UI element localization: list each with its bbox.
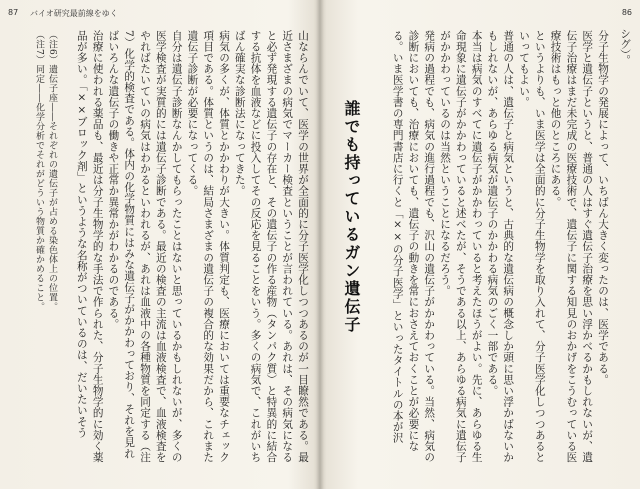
section-title: 誰でも持っているガン遺伝子 bbox=[342, 100, 361, 334]
right-body-text: 分子生物学の発展によって、いちばん大きく変ったのは、医学である。 医学と遺伝子というと、普通の人はすぐ遺伝子治療を思い浮かべるかもしれないが、遺伝子治療はまだ未完成の医療技術で、遺伝子に関する知見のおかげをこうむっている医療技術はもっと他のところにある。 というよりも、いま医学は全面的に分子生物学を取り入れて、分子医学化しつつあるといってもよい。 普通の人は、遺伝子と病気というと、古典的な遺伝病の概念しか頭に思い浮かばないかもしれないが、あらゆる病気が遺伝子のかかわる病気のごく一部である。 本当は病気のすべてに遺伝子がかかわっていると考えたほうがよい。先に、あらゆる生命現象に遺伝子がかかわっていると述べたが、そうである以上、あらゆる病気に遺伝子がかかわっているのは当然ということになるだろう。 発病の過程でも、病気の進行過程でも、沢山の遺伝子がかかわっている。当然、病気の診断においても、治療においても、遺伝子の動きを常におさえておくことが必要になる。いま医学書の専門書店に行くと「××の分子医学」といったタイトルの本が沢 bbox=[391, 30, 609, 463]
footnotes: （注6）遺伝子座――それぞれの遺伝子が占める染色体上の位置。 （注7）同定――化学分析でそれがどういう物質か確かめること。 bbox=[34, 30, 57, 312]
left-page bbox=[0, 0, 318, 489]
continuation-text: シグ）。 bbox=[619, 28, 631, 66]
right-page-number: 86 bbox=[621, 8, 632, 17]
left-body-text: 山ならんでいて、医学の世界が全面的に分子医学化しつつあるのが一目瞭然である。最近さまざまの病気でマーカー検査ということが言われている。あれは、その病気になると必ず発現する遺伝子の存在と、その遺伝子の作る産物（タンパク質）と特異的に結合する抗体を血液などに投入してその反応を見ることをいう。多くの病気で、これがいちばん確実な診断法になってきた。 病気の多くが、体質とかかわりが大きい。体質判定も、医療においては重要なチェック項目である。体質というのは、結局さまざまの遺伝子の複合的な効果だから、これまた遺伝子診断が必要になってくる。 自分は遺伝子診断なんかしてもらったことはないと思っているかもしれないが、多くの医学検査が実質的には遺伝子診断である。最近の検査の主流は血液検査で、血液検査をやればたいていの病気はわかるといわれるが、あれは血液中の各種物質を同定する（注7）化学的検査である。体内の化学物質にはみな遺伝子がかかわっており、それを見ればいろんな遺伝子の働きや正常か異常かがわかるのである。 治療に使われる薬品も、最近は分子生物学的な手法で作られた、分子生物学的に効く薬品が多い。「××ブロック剤」というような名称がついているのは、だいたいそう bbox=[75, 30, 309, 463]
left-page-number: 87 bbox=[8, 8, 19, 17]
right-page bbox=[322, 0, 640, 489]
running-head: バイオ研究最前線をゆく bbox=[30, 9, 118, 18]
